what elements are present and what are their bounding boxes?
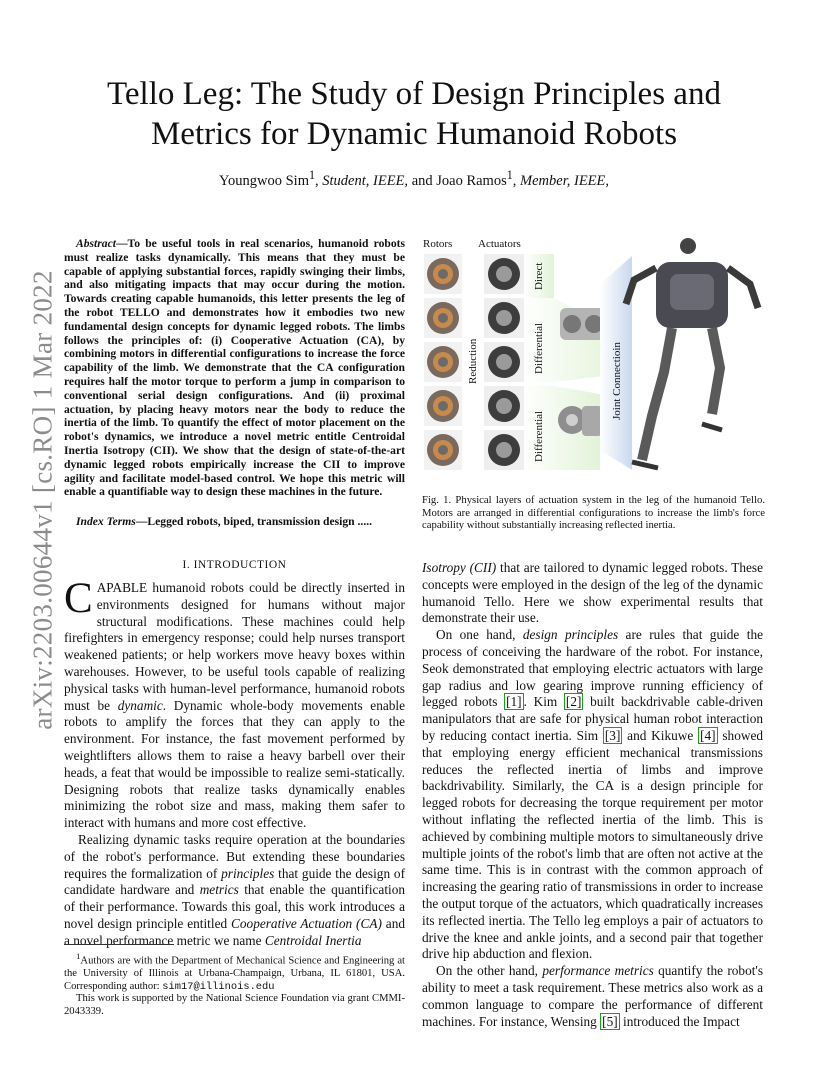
citation-link[interactable]: [4] [700, 727, 716, 743]
index-terms-label: Index Terms [76, 515, 136, 528]
intro-emphasis: performance metrics [542, 963, 654, 979]
affiliation-mark: 1 [308, 168, 316, 182]
title-line-1: Tello Leg: The Study of Design Principles and [107, 76, 721, 112]
rotor-1 [424, 254, 462, 294]
citation-link[interactable]: [2] [565, 694, 582, 710]
label-reduction: Reduction [467, 338, 479, 384]
rotor-column [424, 254, 462, 470]
citation-link[interactable]: [3] [604, 727, 621, 743]
footnote-affiliation [64, 950, 405, 993]
abstract [64, 237, 405, 499]
intro-text: and Kikuwe [622, 727, 699, 743]
intro-text: . Kim [523, 694, 564, 710]
intro-emphasis: Centroidal Inertia [264, 932, 362, 948]
label-differential-top: Differential [533, 322, 545, 374]
rotor-3 [424, 342, 462, 382]
rotor-4 [424, 386, 462, 426]
abstract-text: —To be useful tools in real scenarios, humanoid robots must realize tasks dynamically. This means that they must be capable of applying substantial forces, rapidly swinging their limbs, and also mitigating impacts that may occur during the motion. Towards creating capable humanoids, this letter presents the leg of the robot TELLO and demonstrates how it embodies two new fundamental design concepts for dynamic legged robots. The limbs follows the principles of: (i) Cooperative Actuation (CA), by combining motors in differential configurations to increase the force capability of the limb. We demonstrate that the CA configuration requires half the motor torque to perform a jump in comparison to conventional serial design configurations. And (ii) proximal actuation, by placing heavy motors near the body to reduce the inertia of the limb. To quantify the effect of motor placement on the robot's dynamics, we introduce a novel metric entitle Centroidal Inertia Isotropy (CII). We show that the design of state-of-the-art dynamic legged robots empirically increase the CII to improve agility and facilitate model-based control. We hope this metric will enable a quantifiable way to design these machines in the future. [64, 237, 405, 499]
introduction-left-column [64, 575, 406, 950]
actuator-5 [484, 430, 524, 470]
index-terms-text: —Legged robots, biped, transmission design ..... [135, 515, 373, 528]
label-rotors: Rotors [423, 238, 453, 250]
affiliation-mark: 1 [506, 168, 513, 182]
intro-paragraph-1 [64, 575, 405, 832]
actuator-2 [484, 298, 524, 338]
intro-text: . Dynamic whole-body movements enable robots to amplify the forces that they can apply to the environment. For instance, the fast movement performed by weightlifters allows them to raise a heavy barbell over their heads, a feat that would be impossible to realize semi-statically. Designing robots that realize tasks dynamically enables minimizing the robot size and mass, making them safer to interact with humans and more cost effective. [64, 697, 405, 831]
citation-link[interactable]: [1] [506, 694, 522, 710]
intro-text: are rules that guide the process of conceiving the hardware of the robot. For instance, Seok demonstrated that employing electric actuators with large gap radius and low gearing improve running efficiency of legged robots [422, 627, 763, 710]
footnote-text: Authors are with the Department of Mechanical Science and Engineering at the University of Illinois at Urbana-Champaign, Urbana, IL 61801, USA. Corresponding author: [64, 955, 405, 992]
citation-link[interactable]: [5] [602, 1013, 618, 1029]
actuator-4 [484, 386, 524, 426]
intro-paragraph-4 [422, 963, 763, 1030]
intro-text: and a novel performance metric we name [64, 915, 405, 948]
corresponding-email: sim17@illinois.edu [162, 980, 275, 993]
figure-1 [420, 234, 765, 484]
intro-text: showed that employing energy efficient mechanical transmissions reduces the reflected inertia of limbs and improve backdrivability. Similarly, the CA is a design principle for legged robots for decreasing the torque requirement per motor without inflating the reflected inertia of the limb. This is achieved by combining multiple motors to simultaneously drive multiple joints of the robot's limb that are often not active at the same time. This is in contrast with the common approach of increasing the gearing ratio of transmissions in order to increase the output torque of the actuators, which quadratically increases its reflected inertia. The Tello leg employs a pair of actuators to drive the knee and ankle joints, and a second pair that together drive hip abduction and flexion. [422, 727, 763, 962]
intro-text: Realizing dynamic tasks require operation at the boundaries of the robot's performance. But extending these boundaries requires the formalization of [64, 831, 405, 881]
intro-paragraph-continued [422, 560, 763, 627]
actuator-1 [484, 254, 524, 294]
arxiv-stamp [20, 270, 66, 730]
footnote-funding: This work is supported by the National Science Foundation via grant CMMI-2043339. [64, 993, 405, 1017]
intro-text: that enable the quantification of their performance. Towards this goal, this work introduces a novel design principle entitled [64, 882, 406, 931]
actuator-3 [484, 342, 524, 382]
intro-emphasis: design principles [522, 627, 619, 643]
intro-emphasis: Cooperative Actuation (CA) [231, 915, 382, 931]
paper-title [60, 74, 768, 154]
author-name: Joao Ramos [436, 172, 507, 189]
intro-text: that guide the design of candidate hardware and [64, 865, 406, 898]
abstract-label: Abstract [76, 237, 116, 250]
footnote-mark: 1 [76, 951, 81, 961]
section-heading: I. INTRODUCTION [182, 559, 287, 571]
intro-text: built backdrivable cable-driven manipulators that are safe for physical human robot interaction by reducing contact inertia. Sim [422, 694, 763, 743]
intro-text: introduced the Impact [619, 1013, 740, 1029]
label-direct: Direct [533, 262, 545, 290]
rotor-5 [424, 430, 462, 470]
rotor-2 [424, 298, 462, 338]
intro-text: APABLE humanoid robots could be directly inserted in environments designed for humans without major structural modifications. These machines could help firefighters in emergency response; could help nurses transport weakened patients; or help workers move heavy boxes within warehouses. However, to be useful tools capable of realizing physical tasks with human-level performance, humanoid robots must be [64, 580, 405, 713]
intro-paragraph-3 [422, 627, 763, 963]
intro-text: On the other hand, [436, 963, 543, 979]
author-role: Student, IEEE, [322, 172, 409, 189]
arxiv-identifier: arXiv:2203.00644v1 [cs.RO] 1 Mar 2022 [27, 270, 58, 730]
tello-robot-render [626, 238, 758, 468]
drop-cap: C [64, 575, 93, 622]
intro-emphasis: principles [221, 865, 275, 881]
footnotes [64, 950, 405, 1019]
actuator-column [484, 254, 524, 470]
author-name: Youngwoo Sim [218, 172, 309, 189]
intro-paragraph-2 [64, 832, 405, 950]
intro-emphasis: Isotropy (CII) [422, 560, 497, 575]
label-actuators: Actuators [478, 238, 521, 250]
intro-text: quantify the robot's ability to meet a task requirement. These metrics also work as a common language to compare the performance of different machines. For instance, Wensing [422, 963, 763, 1029]
intro-emphasis: metrics [199, 882, 239, 898]
label-differential-bottom: Differential [533, 410, 545, 462]
index-terms [64, 515, 405, 529]
hip-transmission-render [560, 308, 606, 340]
figure-caption: Fig. 1. Physical layers of actuation system in the leg of the humanoid Tello. Motors are arranged in differential configurations to increase the limb's force capability without substantially increasing reflected inertia. [422, 494, 765, 532]
author-conjunction: and [408, 172, 437, 189]
intro-text: On one hand, [436, 627, 523, 643]
author-list: Youngwoo Sim$^1$, Student, IEEE, and Joao Ramos$^1$, Member, IEEE, [218, 168, 610, 189]
title-line-2: Metrics for Dynamic Humanoid Robots [150, 116, 678, 152]
introduction-right-column [422, 560, 763, 1030]
intro-emphasis: dynamic [117, 697, 163, 713]
author-role: Member, IEEE, [520, 172, 610, 189]
footnote-divider [64, 944, 174, 945]
intro-text: that are tailored to dynamic legged robots. These concepts were employed in the design of the leg of the dynamic humanoid Tello. Here we show experimental results that demonstrate their use. [422, 560, 763, 626]
label-joint-connection: Joint Connectioin [611, 342, 623, 420]
